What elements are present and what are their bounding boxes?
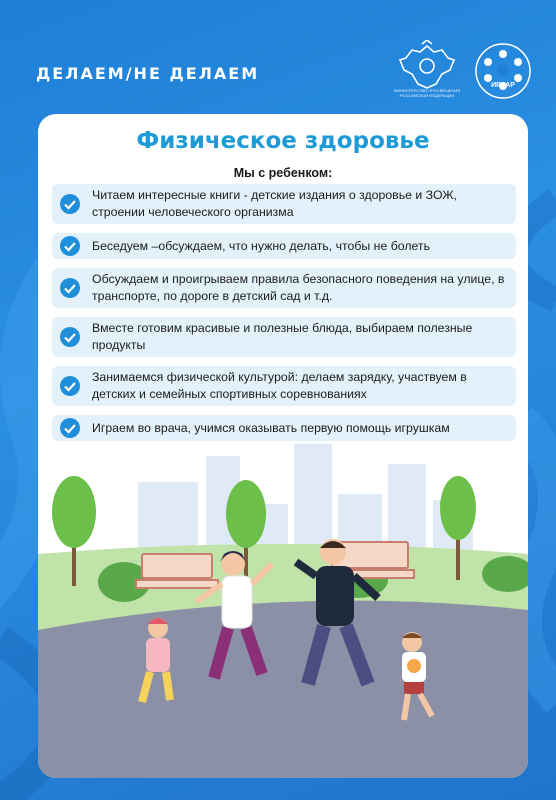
list-item: [52, 184, 516, 224]
list-item: [52, 268, 516, 308]
ministry-caption: МИНИСТЕРСТВО ПРОСВЕЩЕНИЯ РОССИЙСКОЙ ФЕДЕРАЦИИ: [393, 88, 461, 98]
list-item: [52, 317, 516, 357]
irzar-logo-icon: [474, 42, 532, 100]
list-item: [52, 233, 516, 259]
list-item-text: Вместе готовим красивые и полезные блюда, выбираем полезные продукты: [92, 321, 473, 352]
list-item-text: Занимаемся физической культурой: делаем зарядку, участвуем в детских и семейных спортивных соревнованиях: [92, 370, 467, 401]
check-icon: [60, 327, 80, 347]
card-title: Физическое здоровье: [136, 128, 430, 154]
list-item: [52, 366, 516, 406]
content-card: [38, 114, 528, 778]
list-item-text: Читаем интересные книги - детские издания о здоровье и ЗОЖ, строении человеческого организма: [92, 188, 458, 219]
irzar-name: ИРЗАР: [491, 82, 515, 89]
activity-list: [52, 184, 516, 450]
check-icon: [60, 376, 80, 396]
list-item-text: Беседуем –обсуждаем, что нужно делать, чтобы не болеть: [92, 238, 430, 253]
check-icon: [60, 278, 80, 298]
check-icon: [60, 236, 80, 256]
card-subtitle: Мы с ребенком:: [233, 166, 333, 180]
check-icon: [60, 194, 80, 214]
list-item-text: Играем во врача, учимся оказывать первую помощь игрушкам: [92, 420, 450, 435]
list-item-text: Обсуждаем и проигрываем правила безопасного поведения на улице, в транспорте, по дороге в детский сад и т.д.: [92, 272, 505, 303]
page-header-title: ДЕЛАЕМ/НЕ ДЕЛАЕМ: [36, 64, 260, 83]
family-jogging-illustration: [38, 434, 528, 778]
